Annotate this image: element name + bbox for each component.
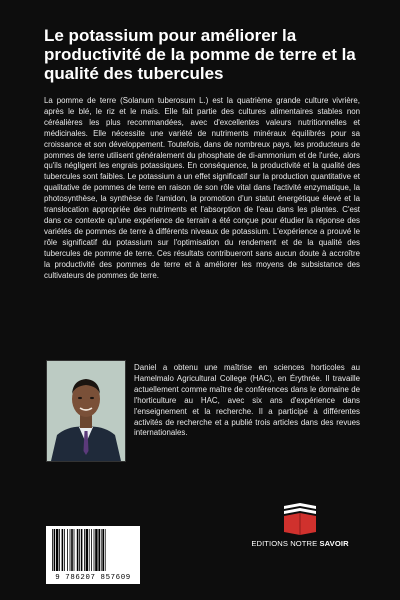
- book-title: Le potassium pour améliorer la productivité de la pomme de terre et la qualité des tubercules: [44, 26, 356, 83]
- publisher-name: EDITIONS NOTRE SAVOIR: [251, 539, 349, 548]
- isbn-number: 9 786207 857609: [55, 574, 131, 582]
- book-summary: La pomme de terre (Solanum tuberosum L.) est la quatrième grande culture vivrière, après le blé, le riz et le maïs. Elle fait partie des cultures alimentaires stables non céréalières les plus recommandées, avec d'excellentes valeurs nutritionnelles et médicinales. Elle nécessite une variété de nutriments minéraux équilibrés pour sa croissance et son développement. Toutefois, dans de nombreux pays, les producteurs de pommes de terre utilisent généralement du phosphate de di-ammonium et de l'urée, alors qu'ils négligent les engrais potassiques. En conséquence, la productivité et la qualité des tubercules sont faibles. Le potassium a un effet significatif sur la production quantitative et qualitative de pommes de terre en raison de son rôle vital dans l'activité enzymatique, la photosynthèse, la synthèse de l'amidon, la promotion d'un statut énergétique élevé et la translocation appropriée des nutriments et l'absorption de l'eau dans les plantes. C'est dans ce contexte qu'une expérience de terrain a été conçue pour étudier la réponse des variétés de pommes de terre à différents niveaux de potassium. L'expérience a prouvé le rôle significatif du potassium sur l'optimisation du rendement et de la qualité des tubercules de pomme de terre. Ces résultats contribueront sans aucun doute à accroître la productivité des pommes de terre et à améliorer les moyens de subsistance des cultivateurs de pommes de terre.: [44, 96, 360, 280]
- isbn-barcode: [46, 526, 140, 584]
- barcode-bars: [50, 529, 136, 571]
- author-bio: Daniel a obtenu une maîtrise en sciences horticoles au Hamelmalo Agricultural College (HAC), en Érythrée. Il travaille actuellement comme maître de conférences dans le domaine de l'horticulture au HAC, avec six ans d'expérience dans l'enseignement et la recherche. Il a participé à différentes activités de recherche et a publié trois articles dans des revues internationales.: [134, 363, 360, 438]
- author-photo: [46, 360, 126, 462]
- publisher-logo: [250, 500, 350, 552]
- open-book-icon: [281, 500, 319, 536]
